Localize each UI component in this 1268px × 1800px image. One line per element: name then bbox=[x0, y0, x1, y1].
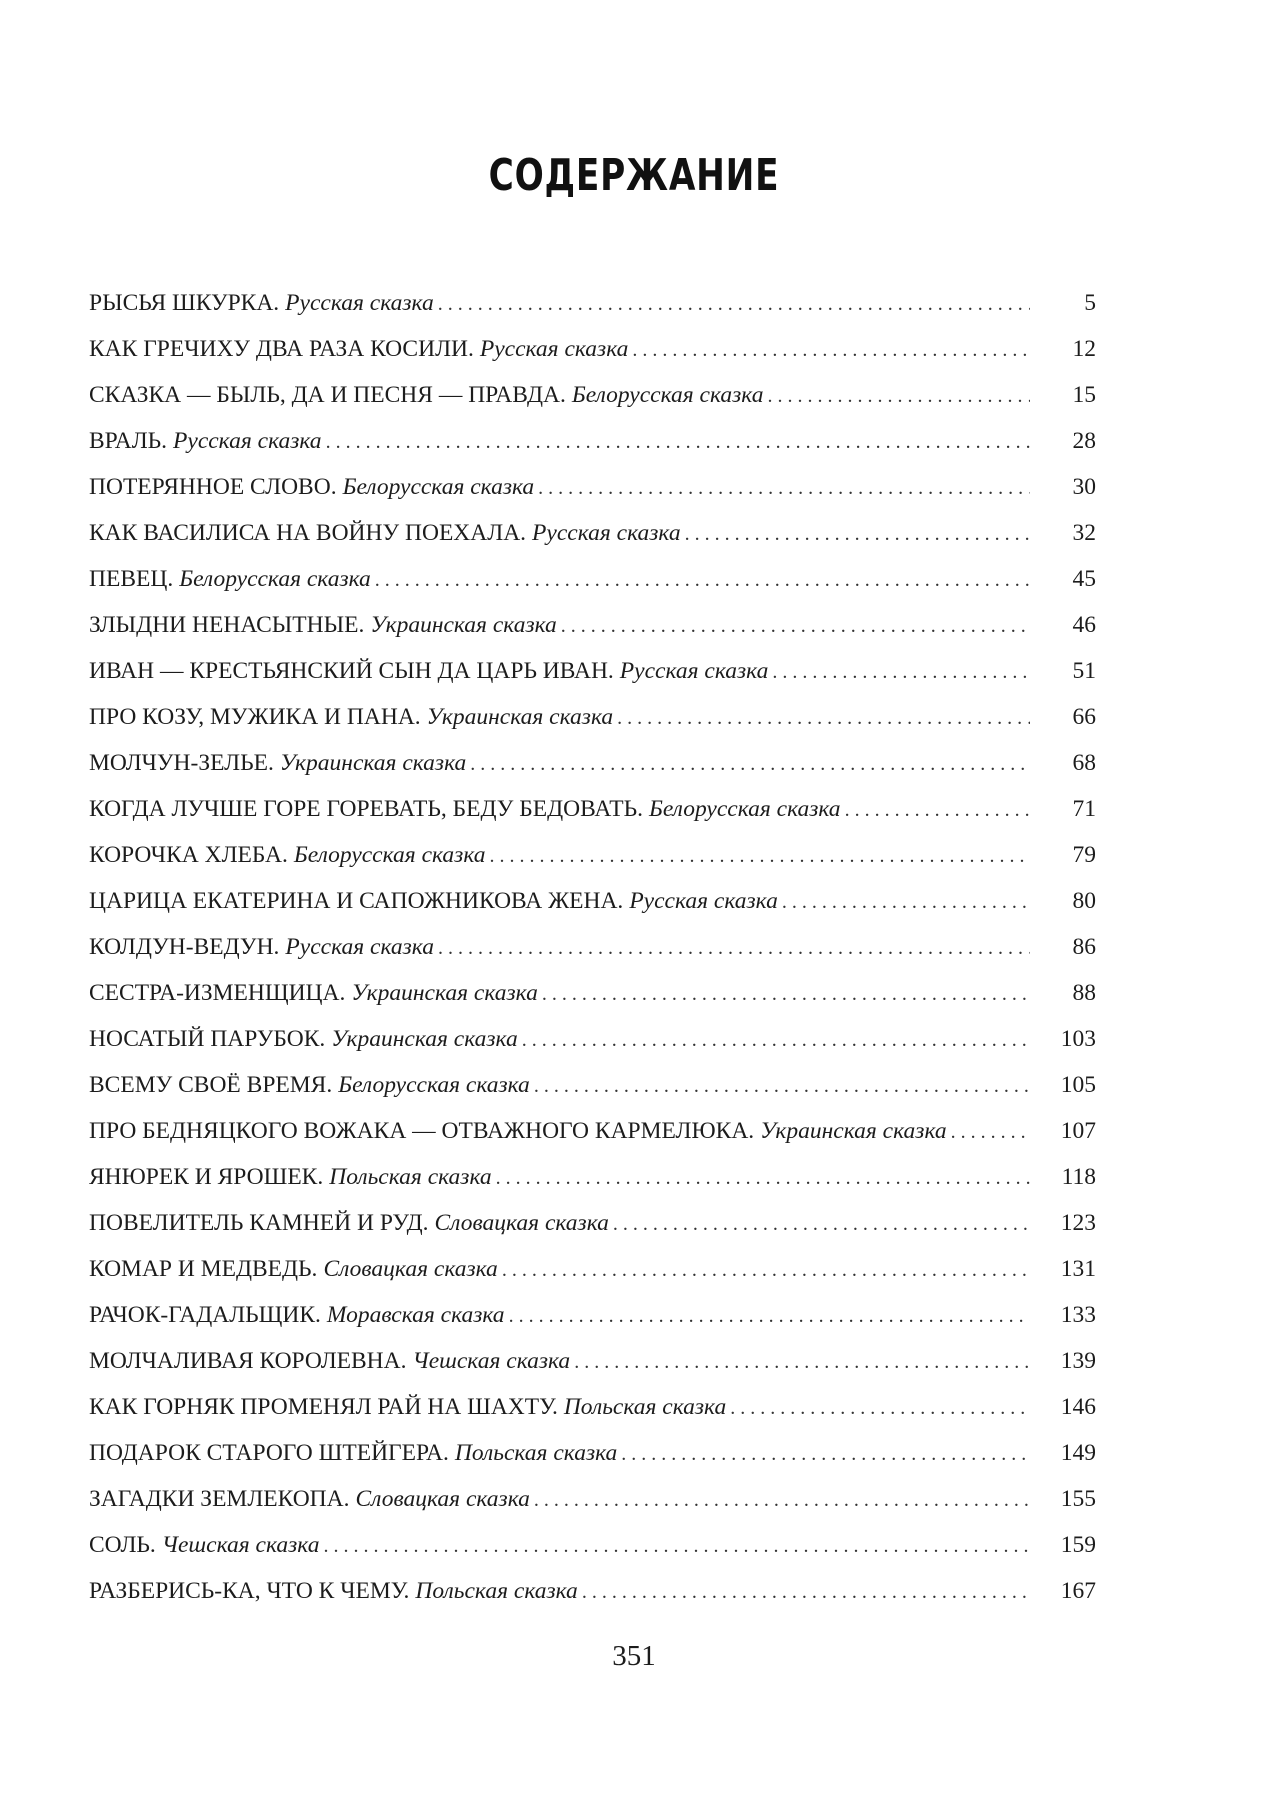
entry-page-number: 5 bbox=[1084, 290, 1096, 316]
entry-title: ЦАРИЦА ЕКАТЕРИНА И САПОЖНИКОВА ЖЕНА. bbox=[89, 888, 624, 914]
entry-origin: Русская сказка bbox=[479, 336, 629, 362]
entry-origin: Белорусская сказка bbox=[342, 474, 535, 500]
dot-leader bbox=[685, 511, 1030, 557]
entry-title: КОРОЧКА ХЛЕБА. bbox=[89, 842, 288, 868]
entry-page-number: 167 bbox=[1060, 1578, 1096, 1604]
table-of-contents bbox=[89, 280, 1096, 1614]
toc-entry bbox=[89, 556, 1096, 602]
toc-entry bbox=[89, 648, 1096, 694]
toc-entry bbox=[89, 418, 1096, 464]
entry-title: ПРО БЕДНЯЦКОГО ВОЖАКА — ОТВАЖНОГО КАРМЕЛЮКА. bbox=[89, 1118, 755, 1144]
entry-page-number: 86 bbox=[1072, 934, 1096, 960]
entry-origin: Украинская сказка bbox=[279, 750, 467, 776]
entry-title: ПРО КОЗУ, МУЖИКА И ПАНА. bbox=[89, 704, 421, 730]
dot-leader bbox=[561, 603, 1030, 649]
entry-title: ЗАГАДКИ ЗЕМЛЕКОПА. bbox=[89, 1486, 350, 1512]
entry-page-number: 79 bbox=[1072, 842, 1096, 868]
dot-leader bbox=[489, 833, 1030, 879]
dot-leader bbox=[534, 1477, 1030, 1523]
dot-leader bbox=[621, 1431, 1030, 1477]
entry-origin: Словацкая сказка bbox=[355, 1486, 530, 1512]
entry-title: МОЛЧАЛИВАЯ КОРОЛЕВНА. bbox=[89, 1348, 407, 1374]
entry-origin: Словацкая сказка bbox=[434, 1210, 609, 1236]
entry-page-number: 149 bbox=[1060, 1440, 1096, 1466]
entry-page-number: 118 bbox=[1061, 1164, 1096, 1190]
dot-leader bbox=[438, 925, 1030, 971]
toc-entry bbox=[89, 602, 1096, 648]
dot-leader bbox=[509, 1293, 1030, 1339]
entry-title: ИВАН — КРЕСТЬЯНСКИЙ СЫН ДА ЦАРЬ ИВАН. bbox=[89, 658, 614, 684]
entry-page-number: 28 bbox=[1072, 428, 1096, 454]
entry-origin: Польская сказка bbox=[454, 1440, 618, 1466]
entry-origin: Польская сказка bbox=[415, 1578, 578, 1604]
entry-page-number: 159 bbox=[1060, 1532, 1096, 1558]
entry-page-number: 139 bbox=[1060, 1348, 1096, 1374]
dot-leader bbox=[767, 373, 1030, 419]
entry-title: КАК ГОРНЯК ПРОМЕНЯЛ РАЙ НА ШАХТУ. bbox=[89, 1394, 558, 1420]
entry-page-number: 103 bbox=[1060, 1026, 1096, 1052]
entry-page-number: 71 bbox=[1072, 796, 1096, 822]
entry-title: ВСЕМУ СВОЁ ВРЕМЯ. bbox=[89, 1072, 333, 1098]
dot-leader bbox=[502, 1247, 1030, 1293]
toc-entry bbox=[89, 1108, 1096, 1154]
entry-origin: Русская сказка bbox=[285, 290, 434, 316]
dot-leader bbox=[323, 1523, 1030, 1569]
entry-title: ПОВЕЛИТЕЛЬ КАМНЕЙ И РУД. bbox=[89, 1210, 429, 1236]
entry-title: РАЧОК-ГАДАЛЬЩИК. bbox=[89, 1302, 321, 1328]
entry-title: ПОДАРОК СТАРОГО ШТЕЙГЕРА. bbox=[89, 1440, 449, 1466]
toc-entry bbox=[89, 464, 1096, 510]
entry-origin: Белорусская сказка bbox=[179, 566, 371, 592]
entry-page-number: 66 bbox=[1072, 704, 1096, 730]
entry-title: СЕСТРА-ИЗМЕНЩИЦА. bbox=[89, 980, 346, 1006]
entry-title: ПЕВЕЦ. bbox=[89, 566, 174, 592]
entry-page-number: 68 bbox=[1072, 750, 1096, 776]
entry-origin: Украинская сказка bbox=[351, 980, 538, 1006]
dot-leader bbox=[470, 741, 1030, 787]
toc-entry bbox=[89, 510, 1096, 556]
entry-title: КАК ГРЕЧИХУ ДВА РАЗА КОСИЛИ. bbox=[89, 336, 474, 362]
entry-origin: Русская сказка bbox=[619, 658, 769, 684]
entry-origin: Русская сказка bbox=[285, 934, 434, 960]
entry-origin: Белорусская сказка bbox=[571, 382, 764, 408]
dot-leader bbox=[632, 327, 1030, 373]
entry-page-number: 80 bbox=[1072, 888, 1096, 914]
toc-entry bbox=[89, 326, 1096, 372]
dot-leader bbox=[375, 557, 1030, 603]
entry-title: КОГДА ЛУЧШЕ ГОРЕ ГОРЕВАТЬ, БЕДУ БЕДОВАТЬ. bbox=[89, 796, 643, 822]
entry-title: ВРАЛЬ. bbox=[89, 428, 168, 454]
entry-title: КАК ВАСИЛИСА НА ВОЙНУ ПОЕХАЛА. bbox=[89, 520, 527, 546]
entry-origin: Белорусская сказка bbox=[293, 842, 486, 868]
toc-entry bbox=[89, 1246, 1096, 1292]
toc-entry bbox=[89, 1154, 1096, 1200]
entry-origin: Польская сказка bbox=[563, 1394, 727, 1420]
dot-leader bbox=[617, 695, 1030, 741]
toc-entry bbox=[89, 740, 1096, 786]
dot-leader bbox=[438, 281, 1030, 327]
entry-page-number: 45 bbox=[1072, 566, 1096, 592]
entry-page-number: 131 bbox=[1060, 1256, 1096, 1282]
toc-entry bbox=[89, 832, 1096, 878]
entry-origin: Украинская сказка bbox=[331, 1026, 518, 1052]
entry-origin: Русская сказка bbox=[629, 888, 778, 914]
entry-origin: Моравская сказка bbox=[326, 1302, 505, 1328]
dot-leader bbox=[538, 465, 1030, 511]
dot-leader bbox=[542, 971, 1030, 1017]
dot-leader bbox=[582, 1569, 1030, 1615]
entry-page-number: 12 bbox=[1072, 336, 1096, 362]
entry-origin: Русская сказка bbox=[173, 428, 322, 454]
entry-origin: Украинская сказка bbox=[370, 612, 557, 638]
toc-entry bbox=[89, 786, 1096, 832]
entry-page-number: 107 bbox=[1060, 1118, 1096, 1144]
entry-title: ЗЛЫДНИ НЕНАСЫТНЫЕ. bbox=[89, 612, 365, 638]
entry-origin: Украинская сказка bbox=[760, 1118, 947, 1144]
entry-title: НОСАТЫЙ ПАРУБОК. bbox=[89, 1026, 326, 1052]
entry-origin: Русская сказка bbox=[532, 520, 681, 546]
entry-origin: Польская сказка bbox=[329, 1164, 492, 1190]
entry-page-number: 123 bbox=[1060, 1210, 1096, 1236]
entry-page-number: 30 bbox=[1072, 474, 1096, 500]
toc-entry bbox=[89, 372, 1096, 418]
entry-page-number: 155 bbox=[1060, 1486, 1096, 1512]
entry-page-number: 46 bbox=[1072, 612, 1096, 638]
entry-origin: Белорусская сказка bbox=[648, 796, 841, 822]
entry-title: СКАЗКА — БЫЛЬ, ДА И ПЕСНЯ — ПРАВДА. bbox=[89, 382, 566, 408]
toc-entry bbox=[89, 1430, 1096, 1476]
entry-title: КОМАР И МЕДВЕДЬ. bbox=[89, 1256, 318, 1282]
entry-title: СОЛЬ. bbox=[89, 1532, 156, 1558]
dot-leader bbox=[772, 649, 1030, 695]
toc-entry bbox=[89, 1062, 1096, 1108]
entry-title: РАЗБЕРИСЬ-КА, ЧТО К ЧЕМУ. bbox=[89, 1578, 410, 1604]
entry-origin: Чешская сказка bbox=[412, 1348, 571, 1374]
toc-entry bbox=[89, 1384, 1096, 1430]
toc-entry bbox=[89, 1292, 1096, 1338]
dot-leader bbox=[845, 787, 1030, 833]
entry-title: ПОТЕРЯННОЕ СЛОВО. bbox=[89, 474, 337, 500]
dot-leader bbox=[522, 1017, 1030, 1063]
dot-leader bbox=[730, 1385, 1030, 1431]
toc-entry bbox=[89, 924, 1096, 970]
entry-page-number: 32 bbox=[1072, 520, 1096, 546]
toc-entry bbox=[89, 1568, 1096, 1614]
dot-leader bbox=[782, 879, 1030, 925]
entry-title: КОЛДУН-ВЕДУН. bbox=[89, 934, 280, 960]
toc-entry bbox=[89, 280, 1096, 326]
dot-leader bbox=[496, 1155, 1030, 1201]
dot-leader bbox=[326, 419, 1030, 465]
entry-origin: Белорусская сказка bbox=[338, 1072, 530, 1098]
toc-entry bbox=[89, 1016, 1096, 1062]
dot-leader bbox=[534, 1063, 1030, 1109]
entry-title: РЫСЬЯ ШКУРКА. bbox=[89, 290, 280, 316]
entry-origin: Чешская сказка bbox=[161, 1532, 320, 1558]
entry-origin: Украинская сказка bbox=[426, 704, 614, 730]
entry-page-number: 133 bbox=[1060, 1302, 1096, 1328]
toc-entry bbox=[89, 1522, 1096, 1568]
dot-leader bbox=[613, 1201, 1030, 1247]
dot-leader bbox=[951, 1109, 1030, 1155]
toc-entry bbox=[89, 694, 1096, 740]
toc-entry bbox=[89, 1476, 1096, 1522]
entry-page-number: 105 bbox=[1060, 1072, 1096, 1098]
toc-entry bbox=[89, 1338, 1096, 1384]
toc-entry bbox=[89, 878, 1096, 924]
entry-origin: Словацкая сказка bbox=[323, 1256, 498, 1282]
page-number: 351 bbox=[612, 1640, 656, 1672]
entry-title: ЯНЮРЕК И ЯРОШЕК. bbox=[89, 1164, 324, 1190]
entry-page-number: 146 bbox=[1060, 1394, 1096, 1420]
entry-page-number: 88 bbox=[1072, 980, 1096, 1006]
entry-title: МОЛЧУН-ЗЕЛЬЕ. bbox=[89, 750, 274, 776]
entry-page-number: 51 bbox=[1072, 658, 1096, 684]
toc-entry bbox=[89, 1200, 1096, 1246]
dot-leader bbox=[574, 1339, 1030, 1385]
entry-page-number: 15 bbox=[1072, 382, 1096, 408]
page-title: СОДЕРЖАНИЕ bbox=[488, 150, 780, 201]
toc-entry bbox=[89, 970, 1096, 1016]
